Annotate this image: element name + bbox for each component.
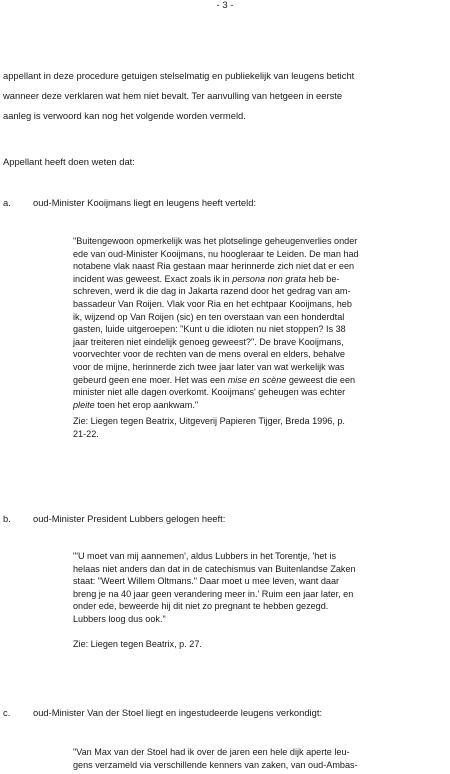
quote-line: voor de mijne, herinnerde zich twee jaar later van wat werkelijk was: [73, 361, 345, 372]
quote-line: helaas niet anders dan dat in de catechismus van Buitenlandse Zaken: [73, 563, 356, 574]
quote-line: gasten, luide uitgeroepen: "Kunt u die idioten nu niet stoppen? Is 38: [73, 324, 346, 335]
quote-a: [73, 235, 445, 411]
quote-line: gens verzameld via verschillende kenners van zaken, van oud-Ambas-: [73, 759, 358, 770]
quote-line: voorvechter voor de rechten van de mens overal en elders, behalve: [73, 349, 345, 360]
italic-phrase: mise en scène: [227, 374, 287, 385]
item-letter: a.: [3, 197, 11, 208]
item-letter: c.: [3, 707, 11, 718]
item-b: [3, 513, 225, 524]
intro-paragraph: [3, 66, 445, 126]
quote-line: Lubbers loog dus ook.": [73, 613, 166, 624]
quote-line: onder ede, beweerde hij dit niet zo pregnant te hebben gezegd.: [73, 601, 329, 612]
quote-line: incident was geweest. Exact zoals ik in persona non grata heb be-: [73, 273, 340, 284]
quote-line: "'U moet van mij aannemen', aldus Lubbers in het Torentje, 'het is: [73, 551, 337, 561]
quote-line: "Van Max van der Stoel had ik over de jaren een hele dijk aperte leu-: [73, 747, 350, 757]
quote-line: "Buitengewoon opmerkelijk was het plotselinge geheugenverlies onder: [73, 236, 358, 246]
quote-line: staat: "Weert Willem Oltmans." Daar moet u mee leven, want daar: [73, 576, 340, 587]
citation-line: 21-22.: [73, 428, 99, 439]
quote-line: bassadeur Van Roijen. Vlak voor Ria en het echtpaar Kooijmans, heb: [73, 298, 352, 309]
citation-line: Zie: Liegen tegen Beatrix, Uitgeverij Papieren Tijger, Breda 1996, p.: [73, 416, 345, 426]
citation-a: [73, 415, 445, 440]
item-text: oud-Minister Van der Stoel liegt en ingestudeerde leugens verkondigt:: [33, 707, 323, 718]
quote-line: minister niet alle dagen overkomt. Kooijmans' geheugen was echter: [73, 387, 346, 398]
quote-line: pleite toen het erop aankwam.": [73, 399, 199, 410]
quote-line: notabene vlak naast Ria gestaan maar herinnerde zich niet dat er een: [73, 261, 355, 272]
quote-line: ik, wijzend op Van Roijen (sic) en ten overstaan van een honderdtal: [73, 311, 345, 322]
item-text: oud-Minister President Lubbers gelogen heeft:: [33, 513, 226, 524]
italic-phrase: persona non grata: [232, 273, 307, 284]
italic-phrase: pleite: [73, 399, 95, 410]
quote-line: gebeurd geen ene moer. Het was een mise en scène geweest die een: [73, 374, 356, 385]
quote-line: ede van oud-Minister Kooijmans, nu hoogleraar te Leiden. De man had: [73, 248, 359, 259]
lead-sentence: Appellant heeft doen weten dat:: [3, 156, 135, 167]
item-a: [3, 197, 256, 208]
item-c: [3, 707, 322, 718]
item-text: oud-Minister Kooijmans liegt en leugens heeft verteld:: [33, 197, 257, 208]
quote-line: breng je na 40 jaar geen verandering meer in.' Ruim een jaar later, en: [73, 588, 354, 599]
page-number: - 3 -: [216, 0, 234, 11]
intro-line: appellant in deze procedure getuigen stelselmatig en publiekelijk van leugens beticht: [3, 70, 355, 81]
intro-line: aanleg is verwoord kan nog het volgende worden vermeld.: [3, 110, 246, 121]
quote-line: jaar treiteren niet eindelijk genoeg geweest?". De brave Kooijmans,: [73, 336, 344, 347]
quote-c: [73, 746, 445, 771]
quote-line: schreven, werd ik die dag in Jakarta razend door het gedrag van am-: [73, 286, 351, 297]
citation-b: Zie: Liegen tegen Beatrix, p. 27.: [73, 639, 202, 649]
quote-b: [73, 550, 445, 626]
intro-line: wanneer deze verklaren wat hem niet bevalt. Ter aanvulling van hetgeen in eerste: [3, 90, 343, 101]
item-letter: b.: [3, 513, 11, 524]
